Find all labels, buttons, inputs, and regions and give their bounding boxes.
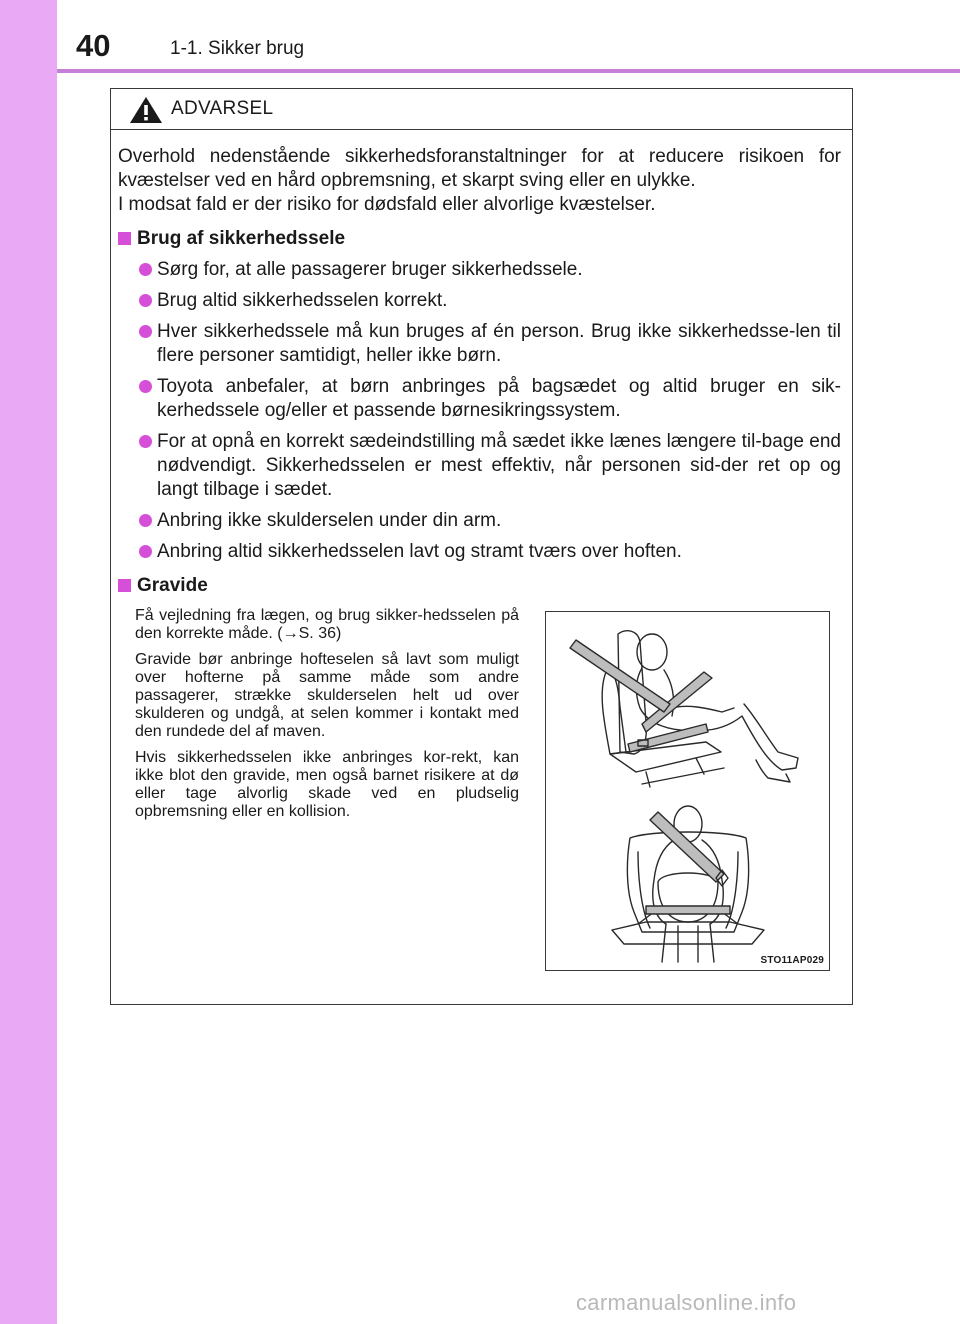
pregnant-guidance-text — [135, 607, 519, 829]
list-item — [118, 540, 841, 564]
list-item-text: For at opnå en korrekt sædeindstilling må sædet ikke lænes længere til-bage end nødvendigt. Sikkerhedsselen er mest effektiv, når personen sid-der ret op og langt tilbage i sædet. — [157, 431, 841, 500]
list-item-text: Sørg for, at alle passagerer bruger sikkerhedssele. — [157, 259, 583, 280]
pregnant-paragraph: Få vejledning fra lægen, og brug sikker-hedsselen på den korrekte måde. (→S. 36) — [135, 607, 519, 642]
square-bullet-icon — [118, 579, 131, 592]
seatbelt-bullet-list — [118, 258, 841, 564]
round-bullet-icon — [139, 545, 152, 558]
pregnant-paragraph: Gravide bør anbringe hofteselen så lavt som muligt over hofterne på samme måde som andre passagerer, strække skulderselen helt ud over skulderen og undgå, at selen kommer i kontakt med den rundede del af maven. — [135, 651, 519, 740]
list-item — [118, 375, 841, 423]
list-item — [118, 258, 841, 282]
round-bullet-icon — [139, 380, 152, 393]
warning-box — [110, 88, 853, 1005]
round-bullet-icon — [139, 263, 152, 276]
warning-intro-consequence: I modsat fald er der risiko for dødsfald eller alvorlige kvæstelser. — [118, 194, 656, 215]
watermark: carmanualsonline.info — [576, 1290, 797, 1315]
list-item-text: Toyota anbefaler, at børn anbringes på bagsædet og altid bruger en sik-kerhedssele og/eller et passende børnesikringssystem. — [157, 376, 841, 421]
list-item — [118, 509, 841, 533]
list-item — [118, 430, 841, 502]
section-title: 1-1. Sikker brug — [170, 38, 305, 59]
warning-label: ADVARSEL — [171, 98, 274, 119]
section-heading-seatbelt — [118, 227, 841, 251]
square-bullet-icon — [118, 232, 131, 245]
section-heading-pregnant — [118, 574, 841, 598]
section-heading-text: Brug af sikkerhedssele — [137, 228, 346, 249]
round-bullet-icon — [139, 514, 152, 527]
pregnant-seatbelt-figure — [546, 612, 829, 970]
round-bullet-icon — [139, 294, 152, 307]
list-item — [118, 289, 841, 313]
seatbelt-illustration — [545, 611, 830, 971]
warning-body — [118, 145, 841, 598]
round-bullet-icon — [139, 435, 152, 448]
page-number: 40 — [76, 28, 111, 63]
warning-triangle-icon — [129, 96, 163, 124]
warning-header — [111, 89, 852, 130]
figure-code: STO11AP029 — [760, 955, 824, 966]
list-item-text: Anbring ikke skulderselen under din arm. — [157, 510, 502, 531]
round-bullet-icon — [139, 325, 152, 338]
list-item-text: Brug altid sikkerhedsselen korrekt. — [157, 290, 448, 311]
header-rule — [57, 69, 960, 73]
list-item — [118, 320, 841, 368]
pregnant-paragraph: Hvis sikkerhedsselen ikke anbringes kor-rekt, kan ikke blot den gravide, men også barnet risikere at dø eller tage alvorlig skade ved en pludselig opbremsning eller en kollision. — [135, 749, 519, 820]
section-heading-text: Gravide — [137, 575, 208, 596]
list-item-text: Hver sikkerhedssele må kun bruges af én person. Brug ikke sikkerhedsse-len til flere personer samtidigt, heller ikke børn. — [157, 321, 841, 366]
warning-intro: Overhold nedenstående sikkerhedsforanstaltninger for at reducere risikoen for kvæstelser ved en hård opbremsning, et skarpt sving eller en ulykke. — [118, 146, 841, 191]
list-item-text: Anbring altid sikkerhedsselen lavt og stramt tværs over hoften. — [157, 541, 682, 562]
sidebar-color-band — [0, 0, 57, 1324]
